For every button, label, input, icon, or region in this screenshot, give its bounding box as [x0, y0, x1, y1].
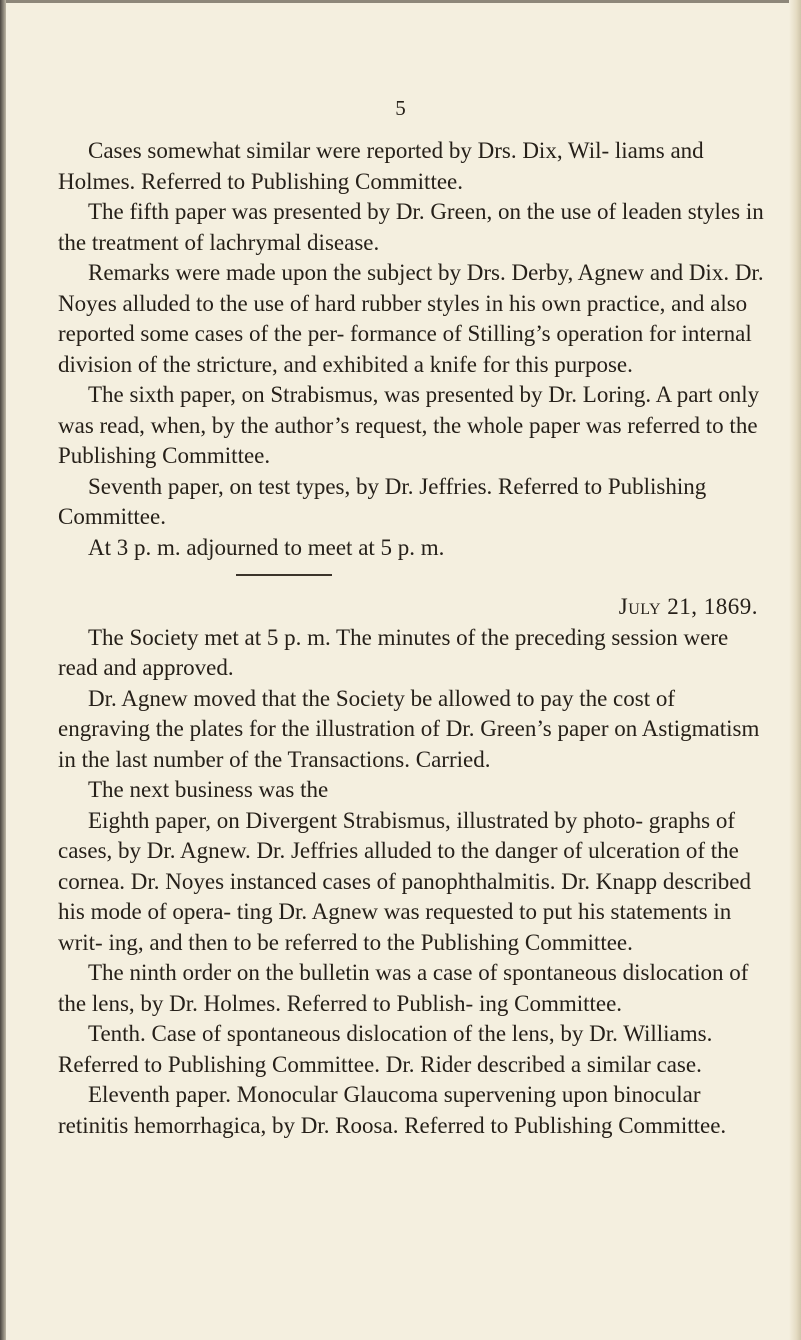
right-page-edge — [789, 0, 801, 1340]
paragraph: Cases somewhat similar were reported by Drs. Dix, Wil- liams and Holmes. Referred to Publishing Committee. — [58, 138, 704, 194]
section-divider — [58, 563, 770, 592]
paragraph: Eighth paper, on Divergent Strabismus, illustrated by photo- graphs of cases, by Dr. Agnew. Dr. Jeffries alluded to the danger of ulceration of the cornea. Dr. Noyes instanced cases of panophthalmitis. Dr. Knapp described his mode of opera- ting Dr. Agnew was requested to put his statements in writ- ing, and then to be referred to the Publishing Committee. — [58, 807, 751, 955]
top-edge — [0, 0, 801, 3]
paragraph: Eleventh paper. Monocular Glaucoma supervening upon binocular retinitis hemorrhagica, by Dr. Roosa. Referred to Publishing Committee. — [58, 1082, 727, 1138]
paragraph: At 3 p. m. adjourned to meet at 5 p. m. — [88, 534, 445, 560]
paragraph: Remarks were made upon the subject by Drs. Derby, Agnew and Dix. Dr. Noyes alluded to the use of hard rubber styles in his own practice, and also reported some cases of the per- formance of Stilling’s operation for internal division of the stricture, and exhibited a knife for this purpose. — [58, 260, 764, 377]
paragraph: The Society met at 5 p. m. The minutes of the preceding session were read and approved. — [58, 624, 729, 680]
paragraph: The ninth order on the bulletin was a case of spontaneous dislocation of the lens, by Dr. Holmes. Referred to Publish- ing Committee. — [58, 960, 749, 1016]
paragraph: Dr. Agnew moved that the Society be allowed to pay the cost of engraving the plates for the illustration of Dr. Green’s paper on Astigmatism in the last number of the Transactions. Carried. — [58, 685, 760, 772]
divider-rule — [236, 574, 332, 576]
paragraph: Tenth. Case of spontaneous dislocation of the lens, by Dr. Williams. Referred to Publishing Committee. Dr. Rider described a similar case. — [58, 1021, 713, 1077]
paragraph: The sixth paper, on Strabismus, was presented by Dr. Loring. A part only was read, when, by the author’s request, the whole paper was referred to the Publishing Committee. — [58, 382, 760, 468]
paragraph: Seventh paper, on test types, by Dr. Jeffries. Referred to Publishing Committee. — [58, 473, 707, 529]
page-number: 5 — [395, 96, 406, 120]
left-binding-edge — [0, 0, 6, 1340]
paragraph: The next business was the — [88, 777, 329, 802]
page-body — [58, 136, 770, 1141]
paragraph: The fifth paper was presented by Dr. Green, on the use of leaden styles in the treatment of lachrymal disease. — [58, 199, 764, 255]
meeting-date: July 21, 1869. — [618, 594, 758, 619]
